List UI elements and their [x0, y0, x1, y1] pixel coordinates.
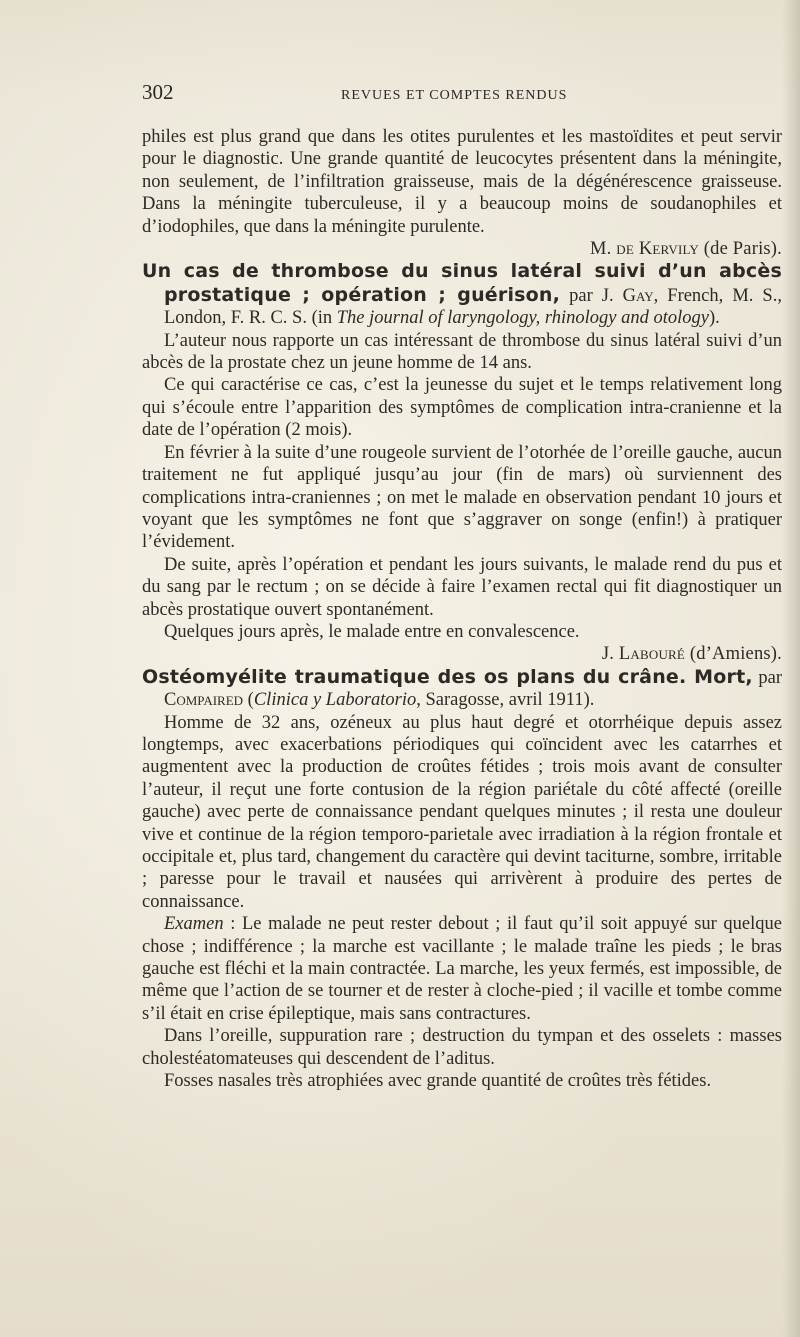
signature-name: de Kervily [616, 239, 699, 260]
article2-paragraph: Ce qui caractérise ce cas, c’est la jeunesse du sujet et le temps relativement long qui s’écoule entre l’apparition des symptômes de complication intra-cranienne et la date de l’opération (2 mois). [142, 375, 782, 441]
examen-label: Examen [164, 914, 224, 935]
page-edge-shadow [782, 0, 800, 1337]
article2-author: Gay [622, 285, 654, 306]
article2-journal: The journal of laryngology, rhinology and otology [336, 308, 709, 329]
article2-paragraph: De suite, après l’opération et pendant les jours suivants, le malade rend du pus et du sang par le rectum ; on se décide à faire l’examen rectal qui fit diagnostiquer un abcès prostatique ouvert spontanément. [142, 554, 782, 620]
article2-signature: J. Labouré (d’Amiens). [601, 644, 782, 665]
article3-paragraph: Fosses nasales très atrophiées avec grande quantité de croûtes très fétides. [164, 1071, 712, 1092]
article1-end-paragraph [142, 126, 782, 238]
article3-journal: Clinica y Laboratorio [253, 690, 417, 711]
article2-title: Un cas de thrombose du sinus latéral suivi d’un abcès prostatique ; opération ; guérison, [142, 260, 782, 306]
article3-author: Compaired [164, 690, 244, 711]
article2-paragraph: L’auteur nous rapporte un cas intéressant de thrombose du sinus latéral suivi d’un abcès de la prostate chez un jeune homme de 14 ans. [142, 330, 782, 374]
article2-paragraph: Quelques jours après, le malade entre en convalescence. [164, 621, 580, 642]
signature-name: Labouré [618, 644, 686, 665]
article3-heading: Ostéomyélite traumatique des os plans du crâne. Mort, par Compaired (Clinica y Laboratorio, Saragosse, avril 1911). [142, 665, 782, 711]
article3-paragraph: Dans l’oreille, suppuration rare ; destruction du tympan et des osselets : masses cholestéatomateuses qui descendent de l’aditus. [142, 1026, 782, 1069]
article2-paragraph: En février à la suite d’une rougeole survient de l’otorhée de l’oreille gauche, aucun traitement ne fut appliqué jusqu’au jour (fin de mars) où surviennent des complications intra-craniennes ; on met le malade en observation pendant 10 jours et voyant que les symptômes ne font que s’aggraver on songe (enfin!) à pratiquer l’évidement. [142, 442, 782, 553]
article1-end-text: philes est plus grand que dans les otites purulentes et les mastoïdites et peut servir pour le diagnostic. Une grande quantité de leucocytes présentent dans la méningite, non seulement, de l’infiltration graisseuse, mais de la dégénérescence graisseuse. Dans la méningite tuberculeuse, il y a beaucoup moins de soudanophiles et d’iodophiles, que dans la méningite purulente. [142, 127, 782, 237]
page-number: 302 [142, 80, 174, 104]
article3-title: Ostéomyélite traumatique des os plans du crâne. Mort, [142, 665, 753, 688]
article1-signature: M. de Kervily (de Paris). [589, 239, 782, 260]
page-body [142, 126, 782, 1092]
article3-examen-paragraph: Examen : Le malade ne peut rester debout ; il faut qu’il soit appuyé sur quelque chose ; indifférence ; la marche est vacillante ; le malade traîne les pieds ; le bras gauche est fléchi et la main contractée. La marche, les yeux fermés, est impossible, de même que l’action de se tourner et de rester à cloche-pied ; il vacille et tombe comme s’il était en crise épileptique, mais sans contractures. [142, 914, 782, 1024]
running-title: REVUES ET COMPTES RENDUS [341, 88, 568, 103]
article3-paragraph: Homme de 32 ans, ozéneux au plus haut degré et otorrhéique depuis assez longtemps, avec exacerbations périodiques qui coïncident avec les catarrhes et augmentent avec la production de croûtes fétides ; trois mois avant de consulter l’auteur, il reçut une forte contusion de la région pariétale du côté affecté (oreille gauche) avec perte de connaissance pendant quelques minutes ; il resta une douleur vive et continue de la région temporo-parietale avec irradiation à la région frontale et occipitale et, plus tard, changement du caractère qui devint taciturne, sombre, irritable ; paresse pour le travail et nausées qui arrivèrent à produire des pertes de connaissance. [142, 712, 782, 912]
page-header [142, 80, 782, 110]
article2-heading: Un cas de thrombose du sinus latéral suivi d’un abcès prostatique ; opération ; guérison, par J. Gay, French, M. S., London, F. R. C. S. (in The journal of laryngology, rhinology and otology). [142, 260, 782, 329]
